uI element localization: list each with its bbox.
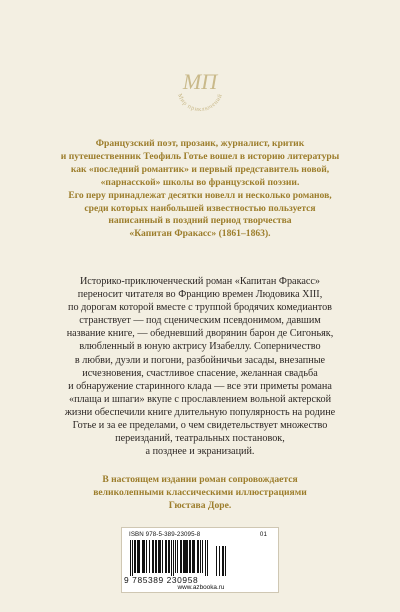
isbn-label: ISBN 978-5-389-23095-8 <box>129 531 201 538</box>
description-line: переносит читателя во Францию времен Людовика XIII, <box>77 289 323 301</box>
note-line: великолепными классическими иллюстрациями <box>93 487 307 498</box>
description-line: влюбленный в юную актрису Изабеллу. Соперничество <box>79 341 321 353</box>
barcode-bar <box>134 540 136 573</box>
barcode-bar <box>146 540 147 573</box>
intro-line: Его перу принадлежат десятки новелл и несколько романов, <box>68 189 332 201</box>
barcode-bar <box>137 540 139 573</box>
barcode-bar <box>192 540 194 573</box>
publisher-logo <box>168 54 232 118</box>
description-line: переизданий, театральных постановок, <box>115 433 285 445</box>
ean-digits: 9 785389 230958 <box>124 575 199 585</box>
logo-monogram: МП <box>182 69 218 94</box>
isbn-row <box>129 531 273 538</box>
barcode-bar <box>207 540 208 576</box>
svg-text:Мир приключений <box>176 93 224 113</box>
barcode-bar <box>158 540 160 573</box>
barcode-bar <box>173 540 174 576</box>
book-description <box>50 275 350 458</box>
intro-line: и путешественник Теофиль Готье вошел в историю литературы <box>60 150 340 162</box>
logo-arc-text: Мир приключений <box>175 92 224 114</box>
barcode-bar <box>185 540 187 573</box>
barcode-bar <box>130 540 131 576</box>
description-line: Готье и за ее пределами, о чем свидетельствует множество <box>72 420 328 432</box>
barcode-bar <box>160 540 161 573</box>
barcode-bar <box>187 540 188 573</box>
description-line: странствует — под сценическим псевдонимом, давшим <box>79 315 321 327</box>
description-line: исчезновения, счастливое спасение, желанная свадьба <box>82 367 318 379</box>
barcode-bar <box>183 540 185 573</box>
barcode-bar <box>225 546 226 576</box>
barcode-bar <box>144 540 145 573</box>
barcode-bar <box>132 540 133 576</box>
barcode-bar <box>155 540 157 573</box>
barcode-bar <box>175 540 176 573</box>
barcode-bar <box>165 540 167 573</box>
note-line: Гюстава Доре. <box>168 500 232 511</box>
publisher-url: www.azbooka.ru <box>177 584 225 591</box>
description-line: а позднее и экранизаций. <box>145 446 255 458</box>
barcode-panel <box>121 527 279 593</box>
barcode-bars <box>130 540 272 576</box>
intro-line: как «последний романтик» и первый представитель новой, <box>70 163 330 175</box>
description-line: Историко-приключенческий роман «Капитан Фракасс» <box>79 276 321 287</box>
barcode-bar <box>219 546 220 576</box>
barcode-bar <box>222 546 224 576</box>
barcode-bar <box>171 540 172 576</box>
barcode-bar <box>139 540 140 573</box>
barcode-bar <box>200 540 201 573</box>
intro-line: «парнасской» школы во французской поэзии. <box>100 176 300 188</box>
barcode-bar <box>149 540 150 573</box>
description-line: в любви, дуэли и погони, разбойничьи засады, внезапные <box>74 354 326 366</box>
barcode-bar <box>152 540 154 573</box>
barcode-bar <box>168 540 170 573</box>
barcode-bar <box>202 540 203 573</box>
author-intro <box>50 138 350 241</box>
barcode-bar <box>162 540 163 573</box>
barcode-bar <box>216 546 217 576</box>
intro-line: среди которых наибольшей известностью пользуется <box>84 202 316 214</box>
barcode-bar <box>142 540 144 573</box>
barcode-bar <box>177 540 178 573</box>
description-line: название книге, — обедневший дворянин барон де Сигоньяк, <box>66 328 334 340</box>
isbn-addon: 01 <box>259 531 267 538</box>
intro-line: «Капитан Фракасс» (1861–1863). <box>129 228 271 240</box>
intro-line: написанный в поздний период творчества <box>108 215 292 227</box>
illustrations-note <box>50 473 350 512</box>
description-line: по дорогам которой вместе с труппой бродячих комедиантов <box>68 302 332 314</box>
intro-line: Французский поэт, прозаик, журналист, критик <box>95 138 305 149</box>
barcode-bar <box>197 540 199 573</box>
barcode-bar <box>205 540 206 576</box>
description-line: и обнаружение старинного клада — все эти приметы романа <box>68 380 332 392</box>
note-line: В настоящем издании роман сопровождается <box>102 474 298 485</box>
barcode-bar <box>189 540 191 573</box>
barcode-bar <box>194 540 195 573</box>
description-line: «плаща и шпаги» вкупе с прославлением вольной актерской <box>68 393 332 405</box>
barcode-bar <box>180 540 182 573</box>
description-line: жизни обеспечили книге длительную популярность на родине <box>64 406 336 418</box>
